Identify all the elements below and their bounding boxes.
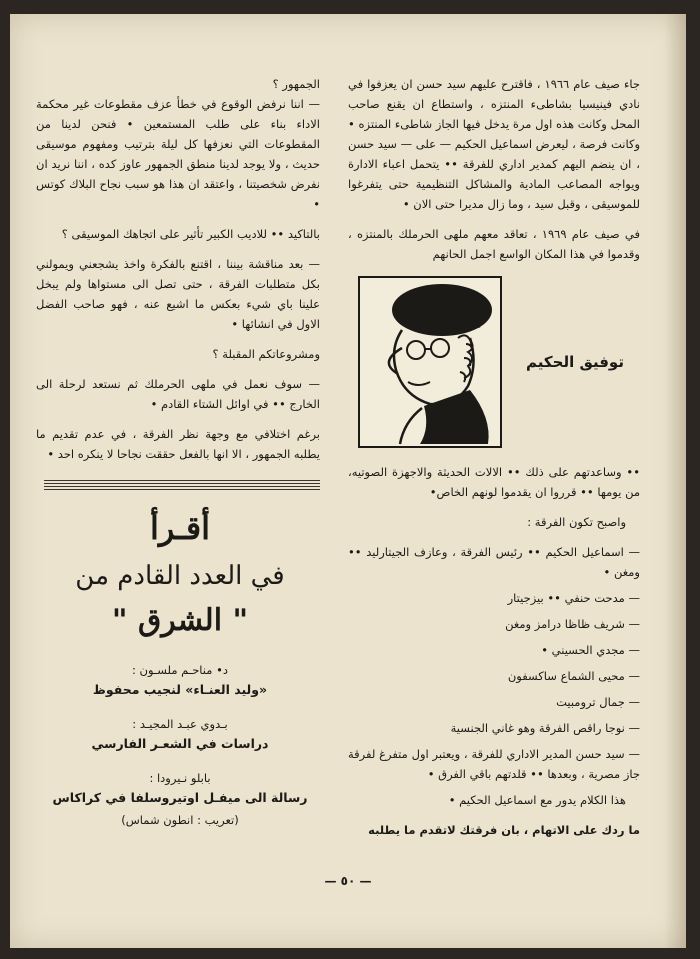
list-item: — شريف ظاظا درامز ومغن xyxy=(505,617,640,631)
paragraph: — اننا نرفض الوقوع في خطأ عزف مقطوعات غير محكمة الاداء بناء على طلب المستمعين • فنحن لدينا من المقطوعات التي نعزفها كل ليلة بترتيب ومفهوم موسيقى حديث ، ولا يوجد لدينا منطق الجمهور عاوز كده ، اننا نريد ان نفرض شخصيتنا ، واعتقد ان هذا هو سبب نجاح البلاك كوتس • xyxy=(36,97,320,211)
ad-items xyxy=(40,660,320,830)
next-issue-ad xyxy=(40,506,320,830)
paragraph: — سوف نعمل في ملهى الحرملك ثم نستعد لرحلة الى الخارج •• في اوائل الشتاء القادم • xyxy=(36,377,320,411)
cartoon-block xyxy=(348,276,640,448)
paragraph: الجمهور ؟ xyxy=(272,77,320,91)
paragraph: برغم اختلافي مع وجهة نظر الفرقة ، في عدم تقديم ما يطلبه الجمهور ، الا انها بالفعل حققت نجاحا لا ينكره احد • xyxy=(36,427,320,461)
list-item: — سيد حسن المدير الاداري للفرقة ، ويعتبر اول متفرغ لفرقة جاز مصرية ، وبعدها •• قلدتهم باقي الفرق • xyxy=(348,747,640,781)
paragraph: — بعد مناقشة بيننا ، اقتنع بالفكرة واخذ يشجعني ويمولني بكل متطلبات الفرقة ، حتى تصل الى مستواها ولم يبخل علينا باي شيء بعكس ما اشيع عنه ، فهو صاحب الفضل الاول في انشائها • xyxy=(36,257,320,331)
members-intro: واصبح تكون الفرقة : xyxy=(527,515,626,529)
section-divider xyxy=(44,480,320,490)
magazine-name: " الشرق " xyxy=(111,603,249,638)
left-column xyxy=(36,74,320,474)
ad-author: بـدوي عبـد المجيـد : xyxy=(132,717,228,731)
members-list xyxy=(348,542,640,784)
question: بالتاكيد •• للاديب الكبير تأثير على اتجاهك الموسيقى ؟ xyxy=(61,227,320,241)
question: ومشروعاتكم المقبلة ؟ xyxy=(212,347,320,361)
ad-author: د• مناحـم ملسـون : xyxy=(132,663,228,677)
paragraph: •• وساعدتهم على ذلك •• الالات الحديثة والاجهزة الصوتيه، من يومها •• قرروا ان يقدموا لونهم الخاص• xyxy=(348,465,640,499)
paragraph: جاء صيف عام ١٩٦٦ ، فاقترح عليهم سيد حسن ان يعزفوا في نادي فينيسيا بشاطىء المنتزه ، واستطاع ان يقنع صاحب المحل وكانت هذه اول مرة يدخل فيها الجاز شاطىء المنتزه • وكانت فرصة ، ليعرض اسماعيل الحكيم — على — سيد حسن ، ان ينضم اليهم كمدير اداري للفرقة •• يتحمل اعباء الادارة ويواجه المصاعب المادية والمشاكل التنظيمية حتى يتفرغوا للموسيقى ، وقبل سيد ، وما زال مديرا حتى الان • xyxy=(348,77,640,211)
ad-subtitle: في العدد القادم من xyxy=(75,561,285,591)
right-column xyxy=(348,74,640,850)
list-item: — مدحت حنفي •• بيزجيتار xyxy=(507,591,640,605)
page-number: — ٥٠ — xyxy=(324,874,372,888)
list-item: — نوجا راقص الفرقة وهو غاني الجنسية xyxy=(450,721,640,735)
ad-work: رسالة الى ميفـل اوتيروسلفا في كراكاس xyxy=(52,790,308,805)
ad-work: دراسات في الشعـر الفارسي xyxy=(91,736,269,751)
ad-work: «وليد العنـاء» لنجيب محفوظ xyxy=(92,682,268,697)
page-fold-shadow xyxy=(664,14,686,948)
caricature-image xyxy=(358,276,502,448)
paragraph: ما ردك على الاتهام ، بان فرقتك لاتقدم ما يطلبه xyxy=(368,823,640,837)
list-item: — جمال ترومبيت xyxy=(556,695,640,709)
list-item: — مجدي الحسيني • xyxy=(541,643,640,657)
list-item: — اسماعيل الحكيم •• رئيس الفرقة ، وعازف الجيتارليد •• ومغن • xyxy=(348,545,640,579)
caricature-drawing xyxy=(360,278,500,446)
magazine-page xyxy=(10,14,686,948)
ad-author: بابلو نـيرودا : xyxy=(149,771,211,785)
paragraph: في صيف عام ١٩٦٩ ، تعاقد معهم ملهى الحرملك بالمنتزه ، وقدموا في هذا المكان الواسع اجمل الحانهم xyxy=(348,227,640,261)
list-item: — محيى الشماع ساكسفون xyxy=(507,669,640,683)
ad-title: أقـرأ xyxy=(149,509,211,547)
cartoon-signature: حسين xyxy=(468,433,489,442)
cartoon-caption: توفيق الحكيم xyxy=(526,353,624,371)
paragraph: هذا الكلام يدور مع اسماعيل الحكيم • xyxy=(448,793,626,807)
ad-note: (تعريب : انطون شماس) xyxy=(121,813,239,827)
